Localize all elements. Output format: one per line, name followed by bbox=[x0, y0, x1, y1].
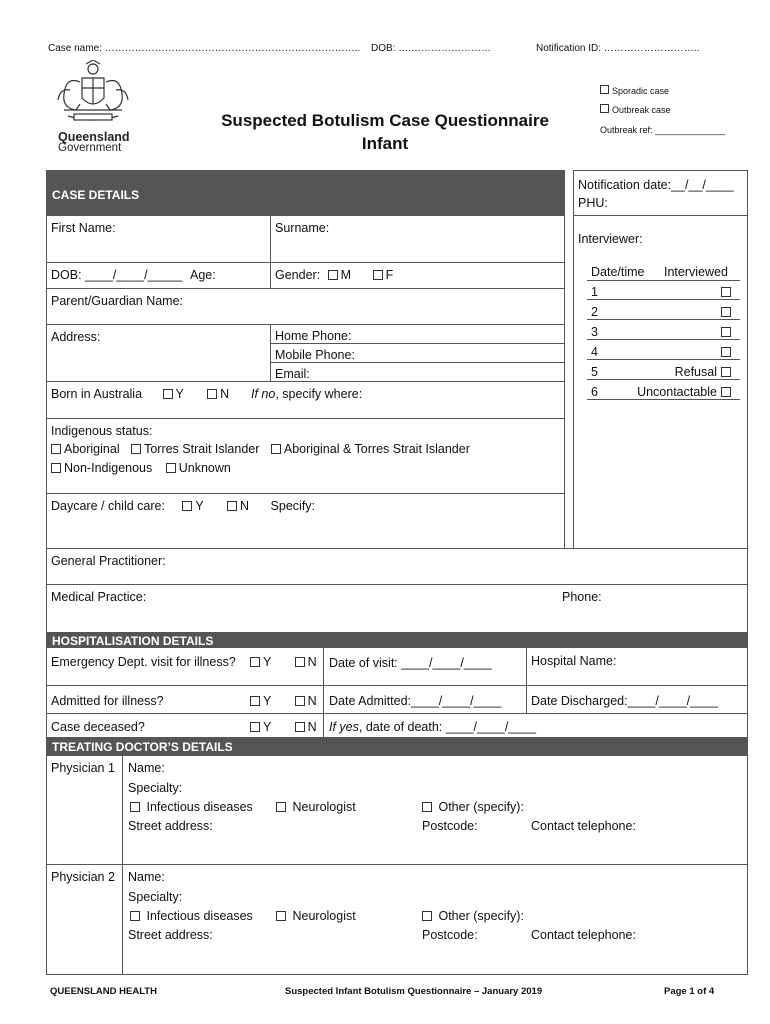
ed-visit-options: Y N bbox=[250, 655, 317, 669]
interviewed-checkbox[interactable] bbox=[721, 347, 731, 357]
table-border-right bbox=[747, 170, 748, 975]
outbreak-case-option[interactable]: Outbreak case bbox=[600, 104, 671, 115]
row-line bbox=[46, 215, 564, 216]
physician-name-field[interactable]: Name: bbox=[128, 761, 165, 775]
col-line bbox=[526, 648, 527, 713]
interview-attempt-row bbox=[591, 365, 731, 379]
admitted-no-checkbox[interactable] bbox=[295, 696, 305, 706]
table-divider bbox=[564, 170, 565, 548]
col-line bbox=[270, 215, 271, 288]
deceased-options: Y N bbox=[250, 720, 317, 734]
physician-label: Physician 1 bbox=[51, 761, 115, 775]
date-admitted-field[interactable]: Date Admitted:____/____/____ bbox=[329, 694, 502, 708]
date-time-header: Date/time bbox=[591, 265, 645, 279]
indigenous-options-row1: Aboriginal Torres Strait Islander Aboriginal & Torres Strait Islander bbox=[51, 442, 470, 456]
infectious-diseases-option[interactable]: Infectious diseases bbox=[130, 909, 253, 923]
other-specialty-option[interactable]: Other (specify): bbox=[422, 800, 524, 814]
ed-yes-checkbox[interactable] bbox=[250, 657, 260, 667]
deceased-no-checkbox[interactable] bbox=[295, 722, 305, 732]
footer-page-number: Page 1 of 4 bbox=[664, 986, 715, 997]
attempt-status-label: Refusal bbox=[674, 365, 717, 379]
indigenous-options-row2: Non-Indigenous Unknown bbox=[51, 461, 231, 475]
panel-line bbox=[587, 339, 740, 340]
deceased-label: Case deceased? bbox=[51, 720, 145, 734]
mobile-phone-label[interactable]: Mobile Phone: bbox=[275, 348, 355, 362]
checkbox-icon[interactable] bbox=[276, 911, 286, 921]
logo-line1: Queensland bbox=[58, 130, 130, 144]
aboriginal-tsi-checkbox[interactable] bbox=[271, 444, 281, 454]
admitted-yes-checkbox[interactable] bbox=[250, 696, 260, 706]
daycare-field: Daycare / child care: Y N Specify: bbox=[51, 499, 316, 513]
coat-of-arms-icon bbox=[52, 60, 134, 130]
row-line bbox=[46, 584, 747, 585]
panel-top bbox=[573, 170, 747, 171]
case-name-field[interactable]: Case name: ………………………………………………………………….. bbox=[48, 43, 361, 54]
gender-m-checkbox[interactable] bbox=[328, 270, 338, 280]
checkbox-icon[interactable] bbox=[130, 802, 140, 812]
attempt-status bbox=[717, 325, 731, 339]
attempt-number: 6 bbox=[591, 385, 598, 399]
table-divider bbox=[573, 170, 574, 548]
admitted-options: Y N bbox=[250, 694, 317, 708]
checkbox-icon[interactable] bbox=[276, 802, 286, 812]
interviewed-checkbox[interactable] bbox=[721, 327, 731, 337]
home-phone-label[interactable]: Home Phone: bbox=[275, 329, 352, 343]
row-line bbox=[46, 864, 747, 865]
attempt-number: 4 bbox=[591, 345, 598, 359]
unknown-checkbox[interactable] bbox=[166, 463, 176, 473]
table-border-left bbox=[46, 170, 47, 975]
attempt-number: 2 bbox=[591, 305, 598, 319]
physician-name-field[interactable]: Name: bbox=[128, 870, 165, 884]
row-line bbox=[270, 362, 564, 363]
date-of-visit-field[interactable]: Date of visit: ____/____/____ bbox=[329, 656, 492, 670]
treating-doctors-header: TREATING DOCTOR’S DETAILS bbox=[46, 737, 747, 756]
phu-field[interactable]: PHU: bbox=[578, 196, 608, 210]
panel-line bbox=[587, 299, 740, 300]
date-of-death-field[interactable]: If yes, date of death: ____/____/____ bbox=[329, 720, 537, 734]
attempt-number: 1 bbox=[591, 285, 598, 299]
tsi-checkbox[interactable] bbox=[131, 444, 141, 454]
attempt-status-label: Uncontactable bbox=[637, 385, 717, 399]
col-line bbox=[323, 648, 324, 737]
non-indigenous-checkbox[interactable] bbox=[51, 463, 61, 473]
interviewed-checkbox[interactable] bbox=[721, 307, 731, 317]
daycare-no-checkbox[interactable] bbox=[227, 501, 237, 511]
row-line bbox=[46, 685, 747, 686]
parent-guardian-label[interactable]: Parent/Guardian Name: bbox=[51, 294, 184, 308]
born-yes-checkbox[interactable] bbox=[163, 389, 173, 399]
born-specify-where[interactable]: If no, specify where: bbox=[251, 387, 363, 401]
outbreak-ref-field[interactable]: Outbreak ref: ______________ bbox=[600, 125, 726, 135]
panel-line bbox=[573, 215, 747, 216]
dob-field[interactable]: DOB: ____/____/_____ bbox=[51, 268, 183, 282]
email-label[interactable]: Email: bbox=[275, 367, 310, 381]
row-line bbox=[46, 418, 564, 419]
col-line bbox=[122, 756, 123, 974]
neurologist-option[interactable]: Neurologist bbox=[276, 909, 356, 923]
interview-attempt-row bbox=[591, 285, 731, 299]
practice-phone-label[interactable]: Phone: bbox=[562, 590, 602, 604]
panel-line bbox=[587, 359, 740, 360]
daycare-yes-checkbox[interactable] bbox=[182, 501, 192, 511]
gp-label[interactable]: General Practitioner: bbox=[51, 554, 166, 568]
specialty-label: Specialty: bbox=[128, 890, 183, 904]
case-details-header: CASE DETAILS bbox=[46, 170, 564, 215]
interview-attempt-row bbox=[591, 345, 731, 359]
notification-id-field[interactable]: Notification ID: ……………………….. bbox=[536, 43, 700, 54]
checkbox-icon[interactable] bbox=[600, 104, 609, 113]
surname-label[interactable]: Surname: bbox=[275, 221, 330, 235]
interviewed-checkbox[interactable] bbox=[721, 387, 731, 397]
postcode-field[interactable]: Postcode: bbox=[422, 819, 478, 833]
deceased-yes-checkbox[interactable] bbox=[250, 722, 260, 732]
row-line bbox=[46, 381, 564, 382]
attempt-status bbox=[717, 285, 731, 299]
logo-line2: Government bbox=[58, 142, 122, 154]
footer-doc-title: Suspected Infant Botulism Questionnaire – January 2019 bbox=[285, 986, 543, 997]
attempt-number: 3 bbox=[591, 325, 598, 339]
attempt-number: 5 bbox=[591, 365, 598, 379]
date-discharged-field[interactable]: Date Discharged:____/____/____ bbox=[531, 694, 718, 708]
interview-attempt-row bbox=[591, 385, 731, 399]
physician-label: Physician 2 bbox=[51, 870, 115, 884]
notification-date-field[interactable]: Notification date:__/__/____ bbox=[578, 178, 734, 192]
gender-f-checkbox[interactable] bbox=[373, 270, 383, 280]
checkbox-icon[interactable] bbox=[422, 911, 432, 921]
hospitalisation-header: HOSPITALISATION DETAILS bbox=[46, 632, 747, 648]
row-line bbox=[46, 288, 564, 289]
page-title: Suspected Botulism Case Questionnaire bbox=[221, 111, 549, 130]
checkbox-icon[interactable] bbox=[422, 802, 432, 812]
born-in-australia-field: Born in Australia Y N bbox=[51, 387, 230, 401]
row-line bbox=[46, 324, 564, 325]
interview-attempt-row bbox=[591, 325, 731, 339]
contact-telephone-field[interactable]: Contact telephone: bbox=[531, 928, 636, 942]
sporadic-case-option[interactable]: Sporadic case bbox=[600, 85, 669, 96]
postcode-field[interactable]: Postcode: bbox=[422, 928, 478, 942]
interviewer-field[interactable]: Interviewer: bbox=[578, 232, 643, 246]
street-address-field[interactable]: Street address: bbox=[128, 819, 213, 833]
attempt-status bbox=[717, 305, 731, 319]
indigenous-status-label: Indigenous status: bbox=[51, 424, 153, 438]
born-no-checkbox[interactable] bbox=[207, 389, 217, 399]
footer-org: QUEENSLAND HEALTH bbox=[50, 986, 157, 997]
medical-practice-label[interactable]: Medical Practice: bbox=[51, 590, 147, 604]
table-bottom bbox=[46, 974, 747, 975]
row-line bbox=[46, 262, 564, 263]
attempt-status bbox=[675, 365, 731, 379]
panel-line bbox=[587, 280, 740, 281]
ed-visit-label: Emergency Dept. visit for illness? bbox=[51, 655, 236, 669]
interviewed-checkbox[interactable] bbox=[721, 287, 731, 297]
hospital-name-label[interactable]: Hospital Name: bbox=[531, 654, 617, 668]
contact-telephone-field[interactable]: Contact telephone: bbox=[531, 819, 636, 833]
checkbox-icon[interactable] bbox=[600, 85, 609, 94]
specialty-label: Specialty: bbox=[128, 781, 183, 795]
gender-field: Gender: M F bbox=[275, 268, 394, 282]
admitted-label: Admitted for illness? bbox=[51, 694, 164, 708]
panel-line bbox=[587, 399, 740, 400]
attempt-status bbox=[637, 385, 731, 399]
age-label[interactable]: Age: bbox=[190, 268, 216, 282]
interviewed-checkbox[interactable] bbox=[721, 367, 731, 377]
row-line bbox=[46, 493, 564, 494]
checkbox-icon[interactable] bbox=[130, 911, 140, 921]
neurologist-option[interactable]: Neurologist bbox=[276, 800, 356, 814]
aboriginal-checkbox[interactable] bbox=[51, 444, 61, 454]
row-line bbox=[270, 343, 564, 344]
panel-line bbox=[587, 319, 740, 320]
street-address-field[interactable]: Street address: bbox=[128, 928, 213, 942]
dob-header-field[interactable]: DOB: ….…………………… bbox=[371, 43, 492, 54]
other-specialty-option[interactable]: Other (specify): bbox=[422, 909, 524, 923]
row-line bbox=[46, 713, 747, 714]
row-line bbox=[46, 548, 747, 549]
attempt-status bbox=[717, 345, 731, 359]
queensland-government-logo bbox=[52, 60, 134, 156]
page-subtitle: Infant bbox=[361, 134, 409, 153]
interviewed-header: Interviewed bbox=[664, 265, 728, 279]
first-name-label[interactable]: First Name: bbox=[51, 221, 116, 235]
interview-attempt-row bbox=[591, 305, 731, 319]
address-label[interactable]: Address: bbox=[51, 330, 101, 344]
ed-no-checkbox[interactable] bbox=[295, 657, 305, 667]
infectious-diseases-option[interactable]: Infectious diseases bbox=[130, 800, 253, 814]
panel-line bbox=[587, 379, 740, 380]
col-line bbox=[270, 324, 271, 381]
